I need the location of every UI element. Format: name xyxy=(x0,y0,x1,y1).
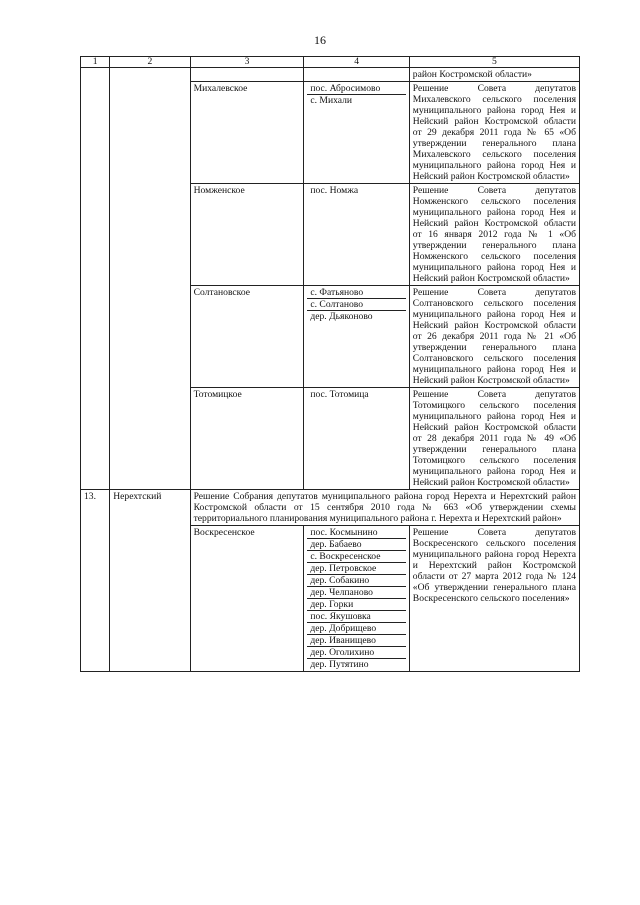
header-cell-5: 5 xyxy=(409,57,579,68)
village-item: пос. Космынино xyxy=(310,527,378,538)
villages-cell xyxy=(304,82,409,184)
page-number: 16 xyxy=(314,33,326,47)
settlement-cell: Михалевское xyxy=(190,82,304,184)
village-item: дер. Челпаново xyxy=(307,586,405,598)
number-cell: 13. xyxy=(81,490,110,672)
village-item: дер. Бабаево xyxy=(307,538,405,550)
village-item: дер. Иванищево xyxy=(307,634,405,646)
village-item: пос. Тотомица xyxy=(310,389,369,400)
decision-cell: район Костромской области» xyxy=(409,68,579,82)
settlement-cell: Номженское xyxy=(190,184,304,286)
village-item: дер. Добрищево xyxy=(307,622,405,634)
village-item: пос. Абросимово xyxy=(310,83,381,94)
settlement-cell: Тотомицкое xyxy=(190,388,304,490)
village-item: с. Фатьяново xyxy=(310,287,364,298)
village-item: дер. Путятино xyxy=(307,658,405,670)
district-cell: Нерехтский xyxy=(110,490,190,672)
village-item: пос. Номжа xyxy=(310,185,359,196)
header-row xyxy=(81,57,580,68)
village-item: с. Михали xyxy=(307,94,405,106)
district-cell xyxy=(110,68,190,490)
village-item: с. Солтаново xyxy=(307,298,405,310)
header-cell-2: 2 xyxy=(110,57,190,68)
decision-cell: Решение Совета депутатов Воскресенского сельского поселения муниципального района город Нерехта и Нерехтский район Костромской области от 27 марта 2012 года № 124 «Об утверждении генерального плана Воскресенского сельского поселения» xyxy=(409,526,579,672)
villages-cell xyxy=(304,68,409,82)
decision-cell: Решение Совета депутатов Тотомицкого сельского поселения муниципального района город Нея и Нейский район Костромской области от 28 декабря 2011 года № 49 «Об утверждении генерального плана Тотомицкого сельского поселения муниципального района город Нея и Нейский район Костромской области» xyxy=(409,388,579,490)
header-cell-1: 1 xyxy=(81,57,110,68)
district-decision-cell: Решение Собрания депутатов муниципального района город Нерехта и Нерехтский район Костромской области от 15 сентября 2010 года № 663 «Об утверждении схемы территориального планирования муниципального района г. Нерехта и Нерехтский район» xyxy=(190,490,579,526)
header-cell-3: 3 xyxy=(190,57,304,68)
header-cell-4: 4 xyxy=(304,57,409,68)
villages-cell xyxy=(304,286,409,388)
village-item: пос. Якушовка xyxy=(307,610,405,622)
table-row xyxy=(81,490,580,526)
village-item: дер. Оголихино xyxy=(307,646,405,658)
settlement-cell: Воскресенское xyxy=(190,526,304,672)
village-item: с. Воскресенское xyxy=(307,550,405,562)
villages-cell xyxy=(304,184,409,286)
village-item: дер. Петровское xyxy=(307,562,405,574)
decision-cell: Решение Совета депутатов Солтановского сельского поселения муниципального района город Нея и Нейский район Костромской области от 26 декабря 2011 года № 21 «Об утверждении генерального плана Солтановского сельского поселения муниципального района город Нея и Нейский район Костромской области» xyxy=(409,286,579,388)
settlement-cell xyxy=(190,68,304,82)
number-cell xyxy=(81,68,110,490)
table-row xyxy=(81,68,580,82)
village-item: дер. Собакино xyxy=(307,574,405,586)
decision-cell: Решение Совета депутатов Михалевского сельского поселения муниципального района город Нея и Нейский район Костромской области от 29 декабря 2011 года № 65 «Об утверждении генерального плана Михалевского сельского поселения муниципального района город Нея и Нейский район Костромской области» xyxy=(409,82,579,184)
village-item: дер. Горки xyxy=(307,598,405,610)
village-item: дер. Дьяконово xyxy=(307,310,405,322)
document-table xyxy=(80,56,580,672)
settlement-cell: Солтановское xyxy=(190,286,304,388)
villages-cell xyxy=(304,526,409,672)
decision-cell: Решение Совета депутатов Номженского сельского поселения муниципального района город Нея и Нейский район Костромской области от 16 января 2012 года № 1 «Об утверждении генерального плана Номженского сельского поселения муниципального района город Нея и Нейский район Костромской области» xyxy=(409,184,579,286)
villages-cell xyxy=(304,388,409,490)
